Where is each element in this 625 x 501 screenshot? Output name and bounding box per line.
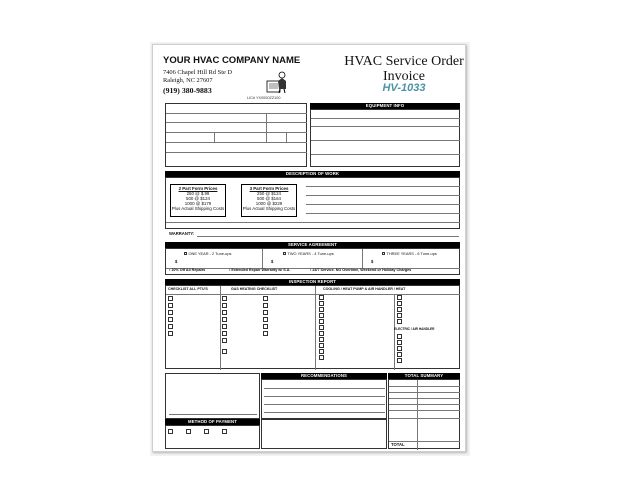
- form-code: HV-1033: [382, 82, 426, 94]
- gas-check-9[interactable]: [263, 296, 270, 301]
- equipment-info-box: [310, 109, 460, 167]
- elec-check-2[interactable]: [397, 340, 404, 345]
- license-number: LIC# YX0000ZZ100: [247, 96, 281, 100]
- ptu-check-4[interactable]: [168, 317, 175, 322]
- payment-box: [165, 425, 260, 449]
- two-part-line: Plus Actual Shipping Costs: [171, 206, 225, 211]
- title-line-2: Invoice: [383, 69, 425, 84]
- service-agreement-header: SERVICE AGREEMENT: [165, 242, 460, 248]
- authorization-box: [165, 373, 260, 419]
- warranty-label: WARRANTY:: [169, 231, 195, 236]
- gas-check-1[interactable]: [222, 296, 229, 301]
- dollar-three-years: $: [371, 259, 374, 264]
- gas-check-14[interactable]: [263, 331, 270, 336]
- elec-check-4[interactable]: [397, 352, 404, 357]
- company-name: YOUR HVAC COMPANY NAME: [163, 55, 301, 66]
- cool-check-5[interactable]: [319, 319, 326, 324]
- benefit-service: • 24/7 Service. NO Overtime, Weekend or Holiday Charges: [310, 268, 412, 272]
- two-part-heading: 2 Part Form Prices: [178, 186, 218, 191]
- gas-check-5[interactable]: [222, 324, 229, 329]
- elec-check-3[interactable]: [397, 346, 404, 351]
- gas-check-12[interactable]: [263, 317, 270, 322]
- gas-check-10[interactable]: [263, 303, 270, 308]
- gas-check-4[interactable]: [222, 317, 229, 322]
- three-part-line: 1000 @ $229: [255, 201, 283, 206]
- cool-check-8[interactable]: [319, 337, 326, 342]
- elec-check-1[interactable]: [397, 334, 404, 339]
- cool-check-11[interactable]: [319, 355, 326, 360]
- description-of-work-header: DESCRIPTION OF WORK: [165, 171, 460, 177]
- cool-check-7[interactable]: [319, 331, 326, 336]
- invoice-form: [152, 44, 466, 452]
- ptu-check-3[interactable]: [168, 310, 175, 315]
- payment-check-4[interactable]: [222, 429, 229, 434]
- two-years-option[interactable]: [283, 251, 334, 256]
- address-line-1: 7406 Chapel Hill Rd Ste D: [163, 69, 233, 76]
- two-years-label: TWO YEARS - 4 Tune-ups: [287, 251, 334, 256]
- cool-check-15[interactable]: [397, 313, 404, 318]
- recommendations-box: [261, 379, 387, 419]
- form-title: [341, 54, 467, 84]
- equipment-info-header: EQUIPMENT INFO: [310, 103, 460, 109]
- total-summary-header: TOTAL SUMMARY: [388, 373, 460, 379]
- gas-check-2[interactable]: [222, 303, 229, 308]
- one-year-option[interactable]: [184, 251, 231, 256]
- ptu-check-2[interactable]: [168, 303, 175, 308]
- two-part-line: 250 @ $.99: [186, 191, 210, 196]
- three-part-line: 250 @ $124: [257, 191, 281, 196]
- cool-check-13[interactable]: [397, 301, 404, 306]
- company-phone: (919) 380-9883: [163, 86, 212, 95]
- technician-logo-icon: [265, 70, 289, 94]
- benefit-repairs: • 10% Off All Repairs: [169, 268, 206, 272]
- cooling-heating-heading: COOLING / HEAT PUMP & AIR HANDLER / HEAT: [323, 287, 406, 291]
- two-part-line: 1000 @ $179: [184, 201, 212, 206]
- customer-info-box: [165, 103, 307, 167]
- total-summary-box: [388, 379, 460, 449]
- cool-check-2[interactable]: [319, 301, 326, 306]
- cool-check-6[interactable]: [319, 325, 326, 330]
- title-line-1: HVAC Service Order: [344, 54, 464, 69]
- inspection-report-header: INSPECTION REPORT: [165, 279, 460, 285]
- three-part-price-box: [241, 184, 297, 217]
- cool-check-14[interactable]: [397, 307, 404, 312]
- electric-air-handler-heading: ELECTRIC / AIR HANDLER: [394, 327, 435, 331]
- address-line-2: Raleigh, NC 27607: [163, 76, 213, 84]
- three-years-label: THREE YEARS - 6 Tune-ups: [386, 251, 437, 256]
- ptu-check-1[interactable]: [168, 296, 175, 301]
- two-part-line: 500 @ $124: [186, 196, 210, 201]
- gas-check-3[interactable]: [222, 310, 229, 315]
- gas-check-6[interactable]: [222, 331, 229, 336]
- ptu-check-5[interactable]: [168, 324, 175, 329]
- gas-check-7[interactable]: [222, 338, 229, 343]
- ptu-check-6[interactable]: [168, 331, 175, 336]
- cool-check-16[interactable]: [397, 319, 404, 324]
- payment-check-2[interactable]: [186, 429, 193, 434]
- checklist-ptu-heading: CHECKLIST ALL PTU'S: [168, 287, 208, 291]
- cool-check-1[interactable]: [319, 295, 326, 300]
- gas-check-8[interactable]: [222, 349, 229, 354]
- gas-check-13[interactable]: [263, 324, 270, 329]
- cool-check-10[interactable]: [319, 349, 326, 354]
- method-of-payment-header: METHOD OF PAYMENT: [165, 419, 260, 425]
- one-year-label: ONE YEAR - 2 Tune-ups: [188, 251, 232, 256]
- dollar-one-year: $: [175, 259, 178, 264]
- benefit-warranty: • Extended Repair Warranty w/ S.A.: [229, 268, 291, 272]
- three-years-option[interactable]: [382, 251, 437, 256]
- three-part-heading: 3 Part Form Prices: [249, 186, 289, 191]
- company-address: [163, 69, 232, 84]
- payment-check-1[interactable]: [168, 429, 175, 434]
- cool-check-3[interactable]: [319, 307, 326, 312]
- cool-check-9[interactable]: [319, 343, 326, 348]
- warranty-terms-box: [261, 419, 387, 449]
- dollar-two-years: $: [271, 259, 274, 264]
- three-part-line: Plus Actual Shipping Costs: [242, 206, 296, 211]
- two-part-price-box: [170, 184, 226, 217]
- recommendations-header: RECOMMENDATIONS: [261, 373, 387, 379]
- gas-check-11[interactable]: [263, 310, 270, 315]
- elec-check-5[interactable]: [397, 358, 404, 363]
- cool-check-4[interactable]: [319, 313, 326, 318]
- total-label: TOTAL: [391, 442, 405, 447]
- cool-check-12[interactable]: [397, 295, 404, 300]
- payment-check-3[interactable]: [204, 429, 211, 434]
- gas-heating-heading: GAS HEATING CHECKLIST: [231, 287, 278, 291]
- three-part-line: 500 @ $164: [257, 196, 281, 201]
